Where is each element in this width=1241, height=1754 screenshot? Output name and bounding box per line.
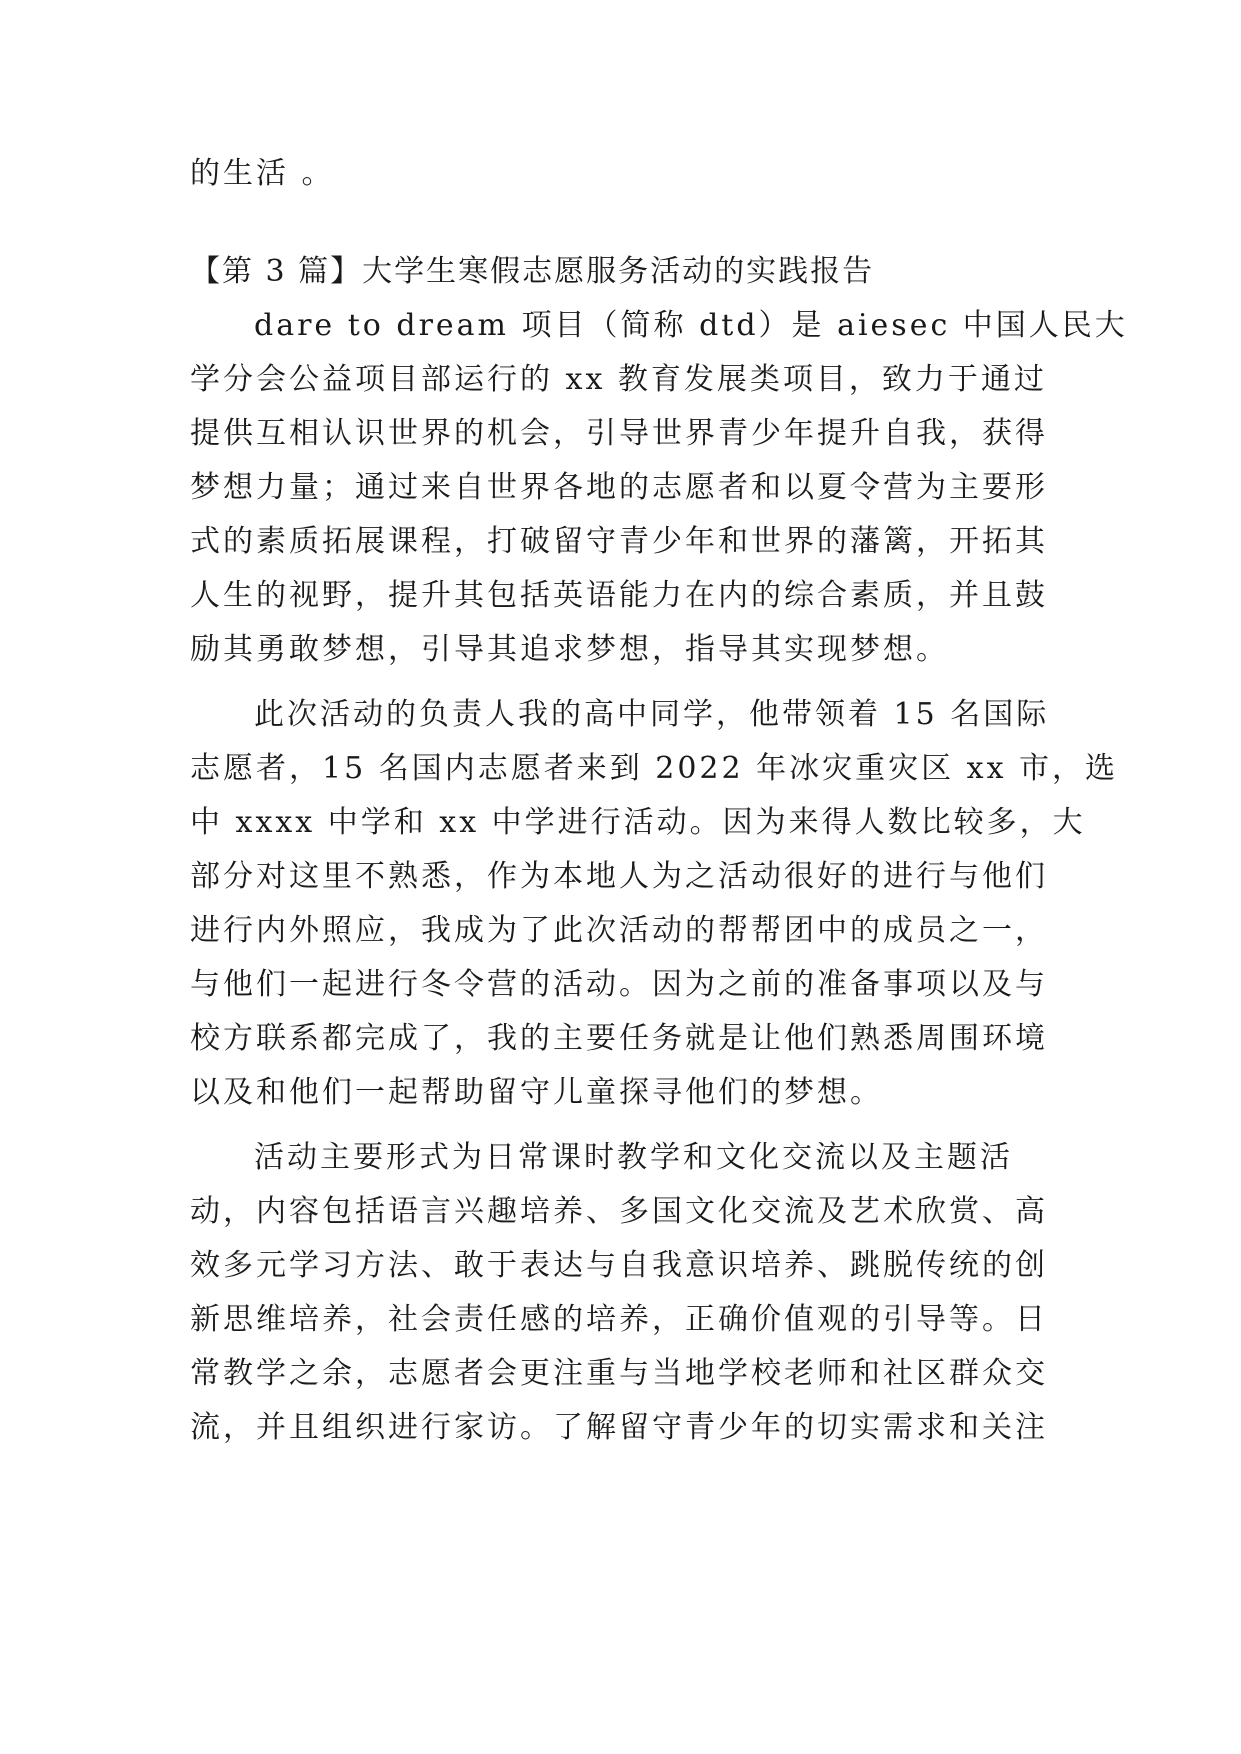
paragraph-3-line-5: 常教学之余，志愿者会更注重与当地学校老师和社区群众交	[190, 1356, 1048, 1391]
paragraph-1-line-1: dare to dream 项目（简称 dtd）是 aiesec 中国人民大	[254, 308, 1128, 343]
paragraph-2-line-1: 此次活动的负责人我的高中同学，他带领着 15 名国际	[254, 697, 1050, 732]
paragraph-1-line-4: 梦想力量；通过来自世界各地的志愿者和以夏令营为主要形	[190, 470, 1048, 505]
paragraph-2-line-6: 与他们一起进行冬令营的活动。因为之前的准备事项以及与	[190, 967, 1048, 1002]
paragraph-2-line-4: 部分对这里不熟悉，作为本地人为之活动很好的进行与他们	[190, 859, 1048, 894]
paragraph-3-line-4: 新思维培养，社会责任感的培养，正确价值观的引导等。日	[190, 1302, 1048, 1337]
paragraph-1-line-3: 提供互相认识世界的机会，引导世界青少年提升自我，获得	[190, 416, 1048, 451]
paragraph-1-line-6: 人生的视野，提升其包括英语能力在内的综合素质，并且鼓	[190, 578, 1048, 613]
carryover-line: 的生活 。	[190, 156, 335, 191]
paragraph-3-line-3: 效多元学习方法、敢于表达与自我意识培养、跳脱传统的创	[190, 1248, 1048, 1283]
paragraph-3-line-6: 流，并且组织进行家访。了解留守青少年的切实需求和关注	[190, 1410, 1048, 1445]
paragraph-1-line-2: 学分会公益项目部运行的 xx 教育发展类项目，致力于通过	[190, 362, 1047, 397]
paragraph-2-line-8: 以及和他们一起帮助留守儿童探寻他们的梦想。	[190, 1075, 883, 1110]
paragraph-1-line-7: 励其勇敢梦想，引导其追求梦想，指导其实现梦想。	[190, 632, 949, 667]
paragraph-1-line-5: 式的素质拓展课程，打破留守青少年和世界的藩篱，开拓其	[190, 524, 1048, 559]
paragraph-2-line-3: 中 xxxx 中学和 xx 中学进行活动。因为来得人数比较多，大	[190, 805, 1086, 840]
paragraph-2-line-5: 进行内外照应，我成为了此次活动的帮帮团中的成员之一，	[190, 913, 1048, 948]
paragraph-3-line-2: 动，内容包括语言兴趣培养、多国文化交流及艺术欣赏、高	[190, 1194, 1048, 1229]
section-title: 【第 3 篇】大学生寒假志愿服务活动的实践报告	[190, 254, 875, 289]
paragraph-2-line-7: 校方联系都完成了，我的主要任务就是让他们熟悉周围环境	[190, 1021, 1048, 1056]
paragraph-3-line-1: 活动主要形式为日常课时教学和文化交流以及主题活	[254, 1140, 1013, 1175]
paragraph-2-line-2: 志愿者，15 名国内志愿者来到 2022 年冰灾重灾区 xx 市，选	[190, 751, 1119, 786]
